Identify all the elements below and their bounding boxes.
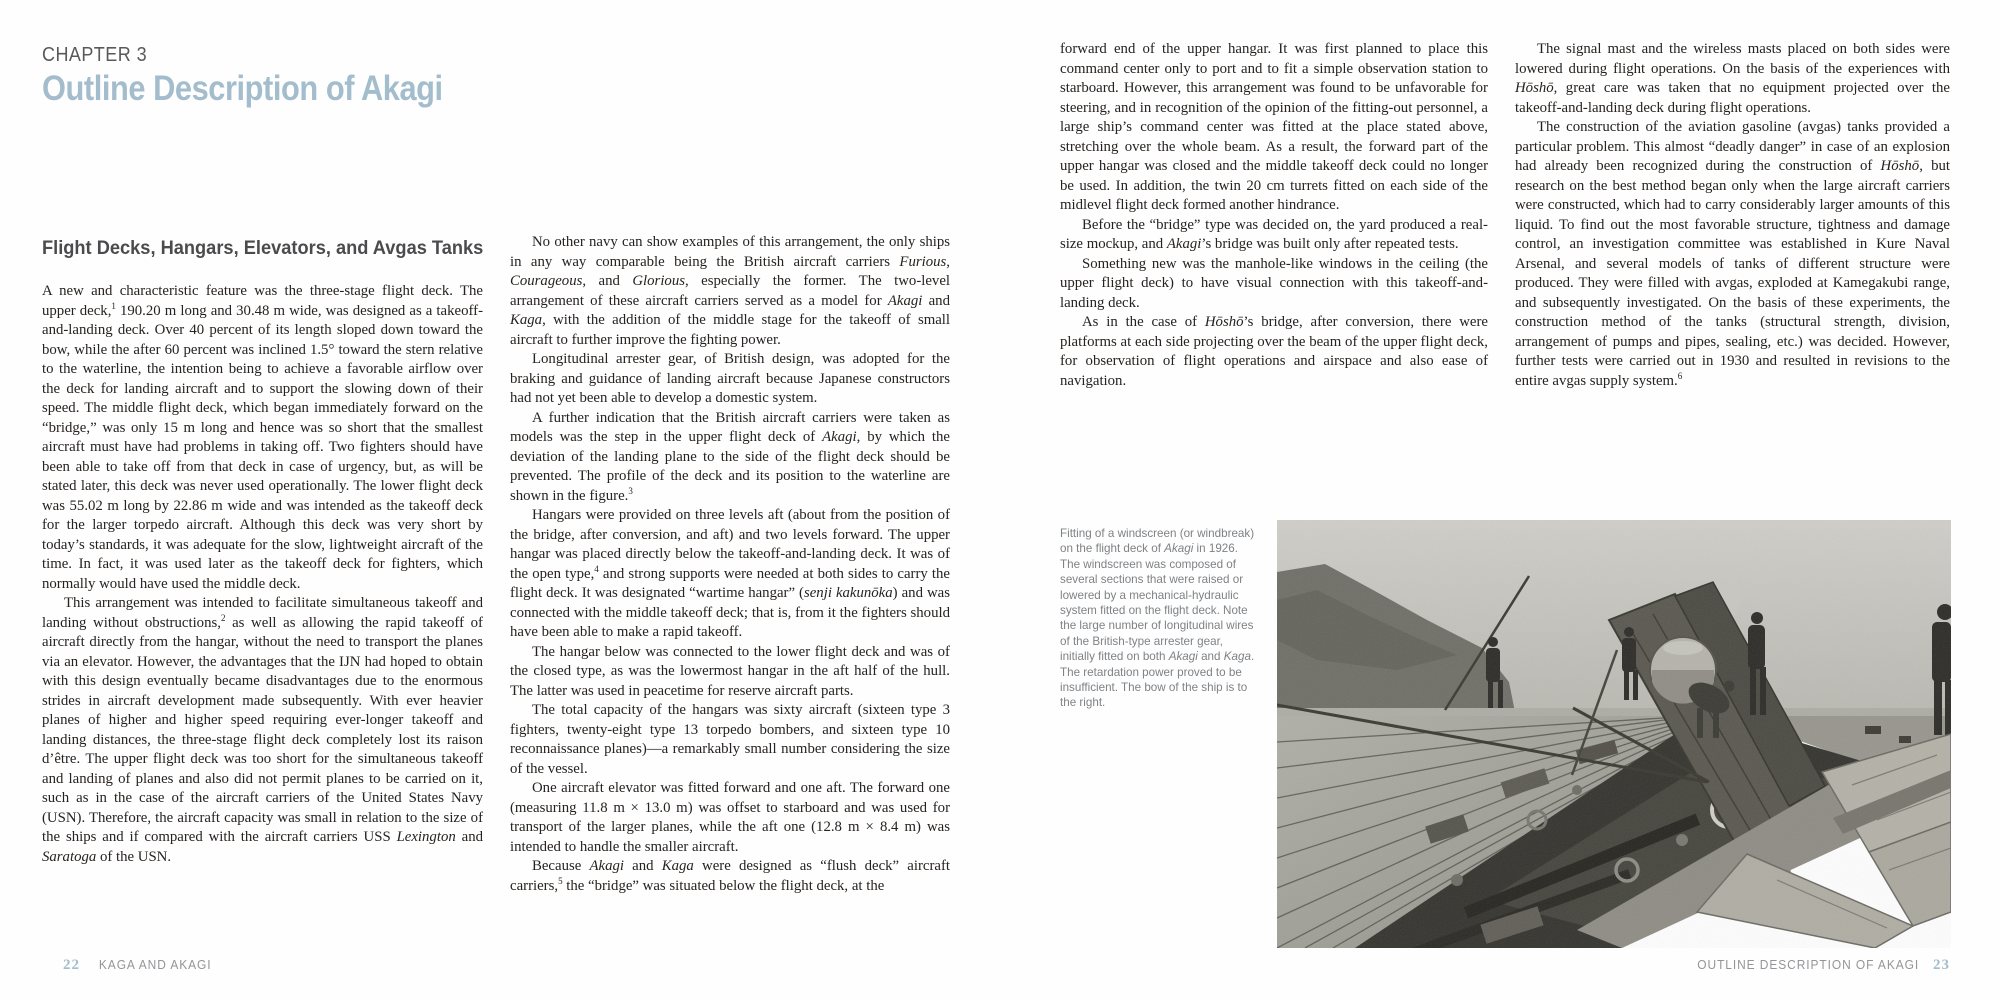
chapter-title: Outline Description of Akagi: [42, 69, 443, 108]
paragraph: The hangar below was connected to the lower flight deck and was of the closed type, as was the lowermost hangar in the aft half of the hull. The latter was used in peacetime for reserve aircraft parts.: [510, 643, 950, 699]
paragraph: A further indication that the British aircraft carriers were taken as models was the step in the upper flight deck of Akagi, by which the deviation of the landing plane to the side of the flight deck should be prevented. The profile of the deck and its position to the waterline are shown in the figure.$^3$: [510, 409, 950, 504]
page23-column-1: [1060, 40, 1488, 391]
page22-column-2: [510, 233, 950, 896]
page22-column-1: [42, 282, 483, 867]
chapter-label: CHAPTER 3: [42, 44, 148, 66]
paragraph: The construction of the aviation gasoline (avgas) tanks provided a particular problem. This almost “deadly danger” in case of an explosion had already been recognized during the construction of Hōshō, but research on the best method began only when the large aircraft carriers were constructed, which had to carry considerably larger amounts of this liquid. To find out the most favorable structure, tightness and damage control, an investigation committee was established in Kure Naval Arsenal, and several models of tanks of different structure were produced. They were filled with avgas, exploded at Kamegakubi range, and subsequently investigated. On the basis of these experiments, the construction method of the tanks (structural strength, division, arrangement of pumps and pipes, sealing, etc.) was decided. However, further tests were carried out in 1930 and resulted in revisions to the entire avgas supply system.$^6$: [1515, 119, 1950, 389]
page22-footer: [63, 957, 216, 974]
paragraph: forward end of the upper hangar. It was first planned to place this command center only to port and to fit a simple observation station to starboard. However, this arrangement was found to be unfavorable for steering, and in recognition of the opinion of the fitting-out personnel, a large ship’s command center was fitted at the place stated above, stretching over the whole beam. As a result, the forward part of the upper hangar was closed and the middle takeoff deck could no longer be used. In addition, the twin 20 cm turrets fitted on each side of the midlevel flight deck formed another hindrance.: [1060, 41, 1488, 213]
paragraph: This arrangement was intended to facilitate simultaneous takeoff and landing without obstructions,$^2$ as well as allowing the rapid takeoff of aircraft directly from the hangar, without the need to transport the planes via an elevator. However, the advantages that the IJN had hoped to obtain with this design eventually became disadvantages due to the enormous strides in aircraft development made subsequently. With ever heavier planes of higher and higher speed requiring ever-longer takeoff and landing distances, the three-stage flight deck completely lost its raison d’être. The upper flight deck was too short for the simultaneous takeoff and landing of planes and also did not permit planes to be carried on it, such as in the case of the aircraft carriers of the United States Navy (USN). Therefore, the aircraft capacity was small in relation to the size of the ships and if compared with the aircraft carriers USS Lexington and Saratoga of the USN.: [42, 595, 483, 865]
page23-column-2: [1515, 40, 1950, 391]
paragraph: Fitting of a windscreen (or windbreak) on the flight deck of Akagi in 1926. The windscreen was composed of several sections that were raised or lowered by a mechanical-hydraulic system fitted on the flight deck. Note the large number of longitudinal wires of the British-type arrester gear, initially fitted on both Akagi and Kaga. The retardation power proved to be insufficient. The bow of the ship is to the right.: [1060, 526, 1255, 710]
paragraph: No other navy can show examples of this arrangement, the only ships in any way comparable being the British aircraft carriers Furious, Courageous, and Glorious, especially the former. The two-level arrangement of these aircraft carriers served as a model for Akagi and Kaga, with the addition of the middle stage for the takeoff of small aircraft to further improve the fighting power.: [510, 234, 950, 348]
paragraph: Because Akagi and Kaga were designed as “flush deck” aircraft carriers,$^5$ the “bridge” was situated below the flight deck, at the: [510, 858, 950, 894]
chapter-running-head: OUTLINE DESCRIPTION OF AKAGI: [1697, 957, 1919, 972]
paragraph: The total capacity of the hangars was sixty aircraft (sixteen type 3 fighters, twenty-eight type 13 torpedo bombers, and sixteen type 10 reconnaissance planes)—a remarkably small number considering the size of the vessel.: [510, 702, 950, 777]
page-number-left: 22: [63, 957, 80, 973]
book-title-running-head: KAGA AND AKAGI: [98, 957, 212, 972]
page23-footer: [1450, 957, 1950, 974]
page-number-right: 23: [1933, 957, 1950, 973]
paragraph: The signal mast and the wireless masts placed on both sides were lowered during flight operations. On the basis of the experiences with Hōshō, great care was taken that no equipment projected over the takeoff-and-landing deck during flight operations.: [1515, 41, 1950, 116]
photo-grain-overlay: [1277, 520, 1951, 948]
akagi-flight-deck-photo: [1277, 520, 1951, 948]
section-heading: Flight Decks, Hangars, Elevators, and Avgas Tanks: [42, 238, 484, 259]
paragraph: One aircraft elevator was fitted forward and one aft. The forward one (measuring 11.8 m × 13.0 m) was offset to starboard and was used for transport of the larger planes, while the aft one (12.8 m × 8.4 m) was intended to handle the smaller aircraft.: [510, 780, 950, 855]
photo-caption: [1060, 514, 1259, 723]
paragraph: Hangars were provided on three levels aft (about from the position of the bridge, after conversion, and aft) and two levels forward. The upper hangar was placed directly below the takeoff-and-landing deck. It was of the open type,$^4$ and strong supports were needed at both sides to carry the flight deck. It was designated “wartime hangar” (senji kakunōka) and was connected with the middle takeoff deck; that is, from it the fighters should have been able to make a rapid takeoff.: [510, 507, 951, 640]
paragraph: As in the case of Hōshō’s bridge, after conversion, there were platforms at each side projecting over the beam of the upper flight deck, for observation of flight operations and airspace and also ease of navigation.: [1060, 314, 1488, 389]
paragraph: Before the “bridge” type was decided on, the yard produced a real-size mockup, and Akagi’s bridge was built only after repeated tests.: [1060, 216, 1488, 252]
paragraph: Something new was the manhole-like windows in the ceiling (the upper flight deck) to have visual connection with this takeoff-and-landing deck.: [1060, 255, 1488, 311]
paragraph: Longitudinal arrester gear, of British design, was adopted for the braking and guidance of landing aircraft because Japanese constructors had not yet been able to develop a domestic system.: [510, 351, 950, 406]
chapter-header: [42, 44, 497, 109]
paragraph: A new and characteristic feature was the three-stage flight deck. The upper deck,$^1$ 190.20 m long and 30.48 m wide, was designed as a takeoff-and-landing deck. Over 40 percent of its length sloped down toward the bow, while the after 60 percent was inclined 1.5° toward the stern relative to the waterline, the intention being to achieve a favorable airflow over the deck for landing aircraft and to support the slowing down of their speed. The middle flight deck, which began immediately forward on the “bridge,” was only 15 m long and hence was so short that the smallest aircraft must have had problems in taking off. Two fighters should have been able to take off from that deck in case of urgency, but, as will be stated later, this deck was never used operationally. The lower flight deck was 55.02 m long by 22.86 m wide and was intended as the takeoff deck for the larger torpedo aircraft. Although this deck was very short by today’s standards, it was adequate for the slow, lightweight aircraft of the time. In fact, it was used later as the takeoff deck for fighters, which normally would have used the middle deck.: [42, 283, 483, 592]
